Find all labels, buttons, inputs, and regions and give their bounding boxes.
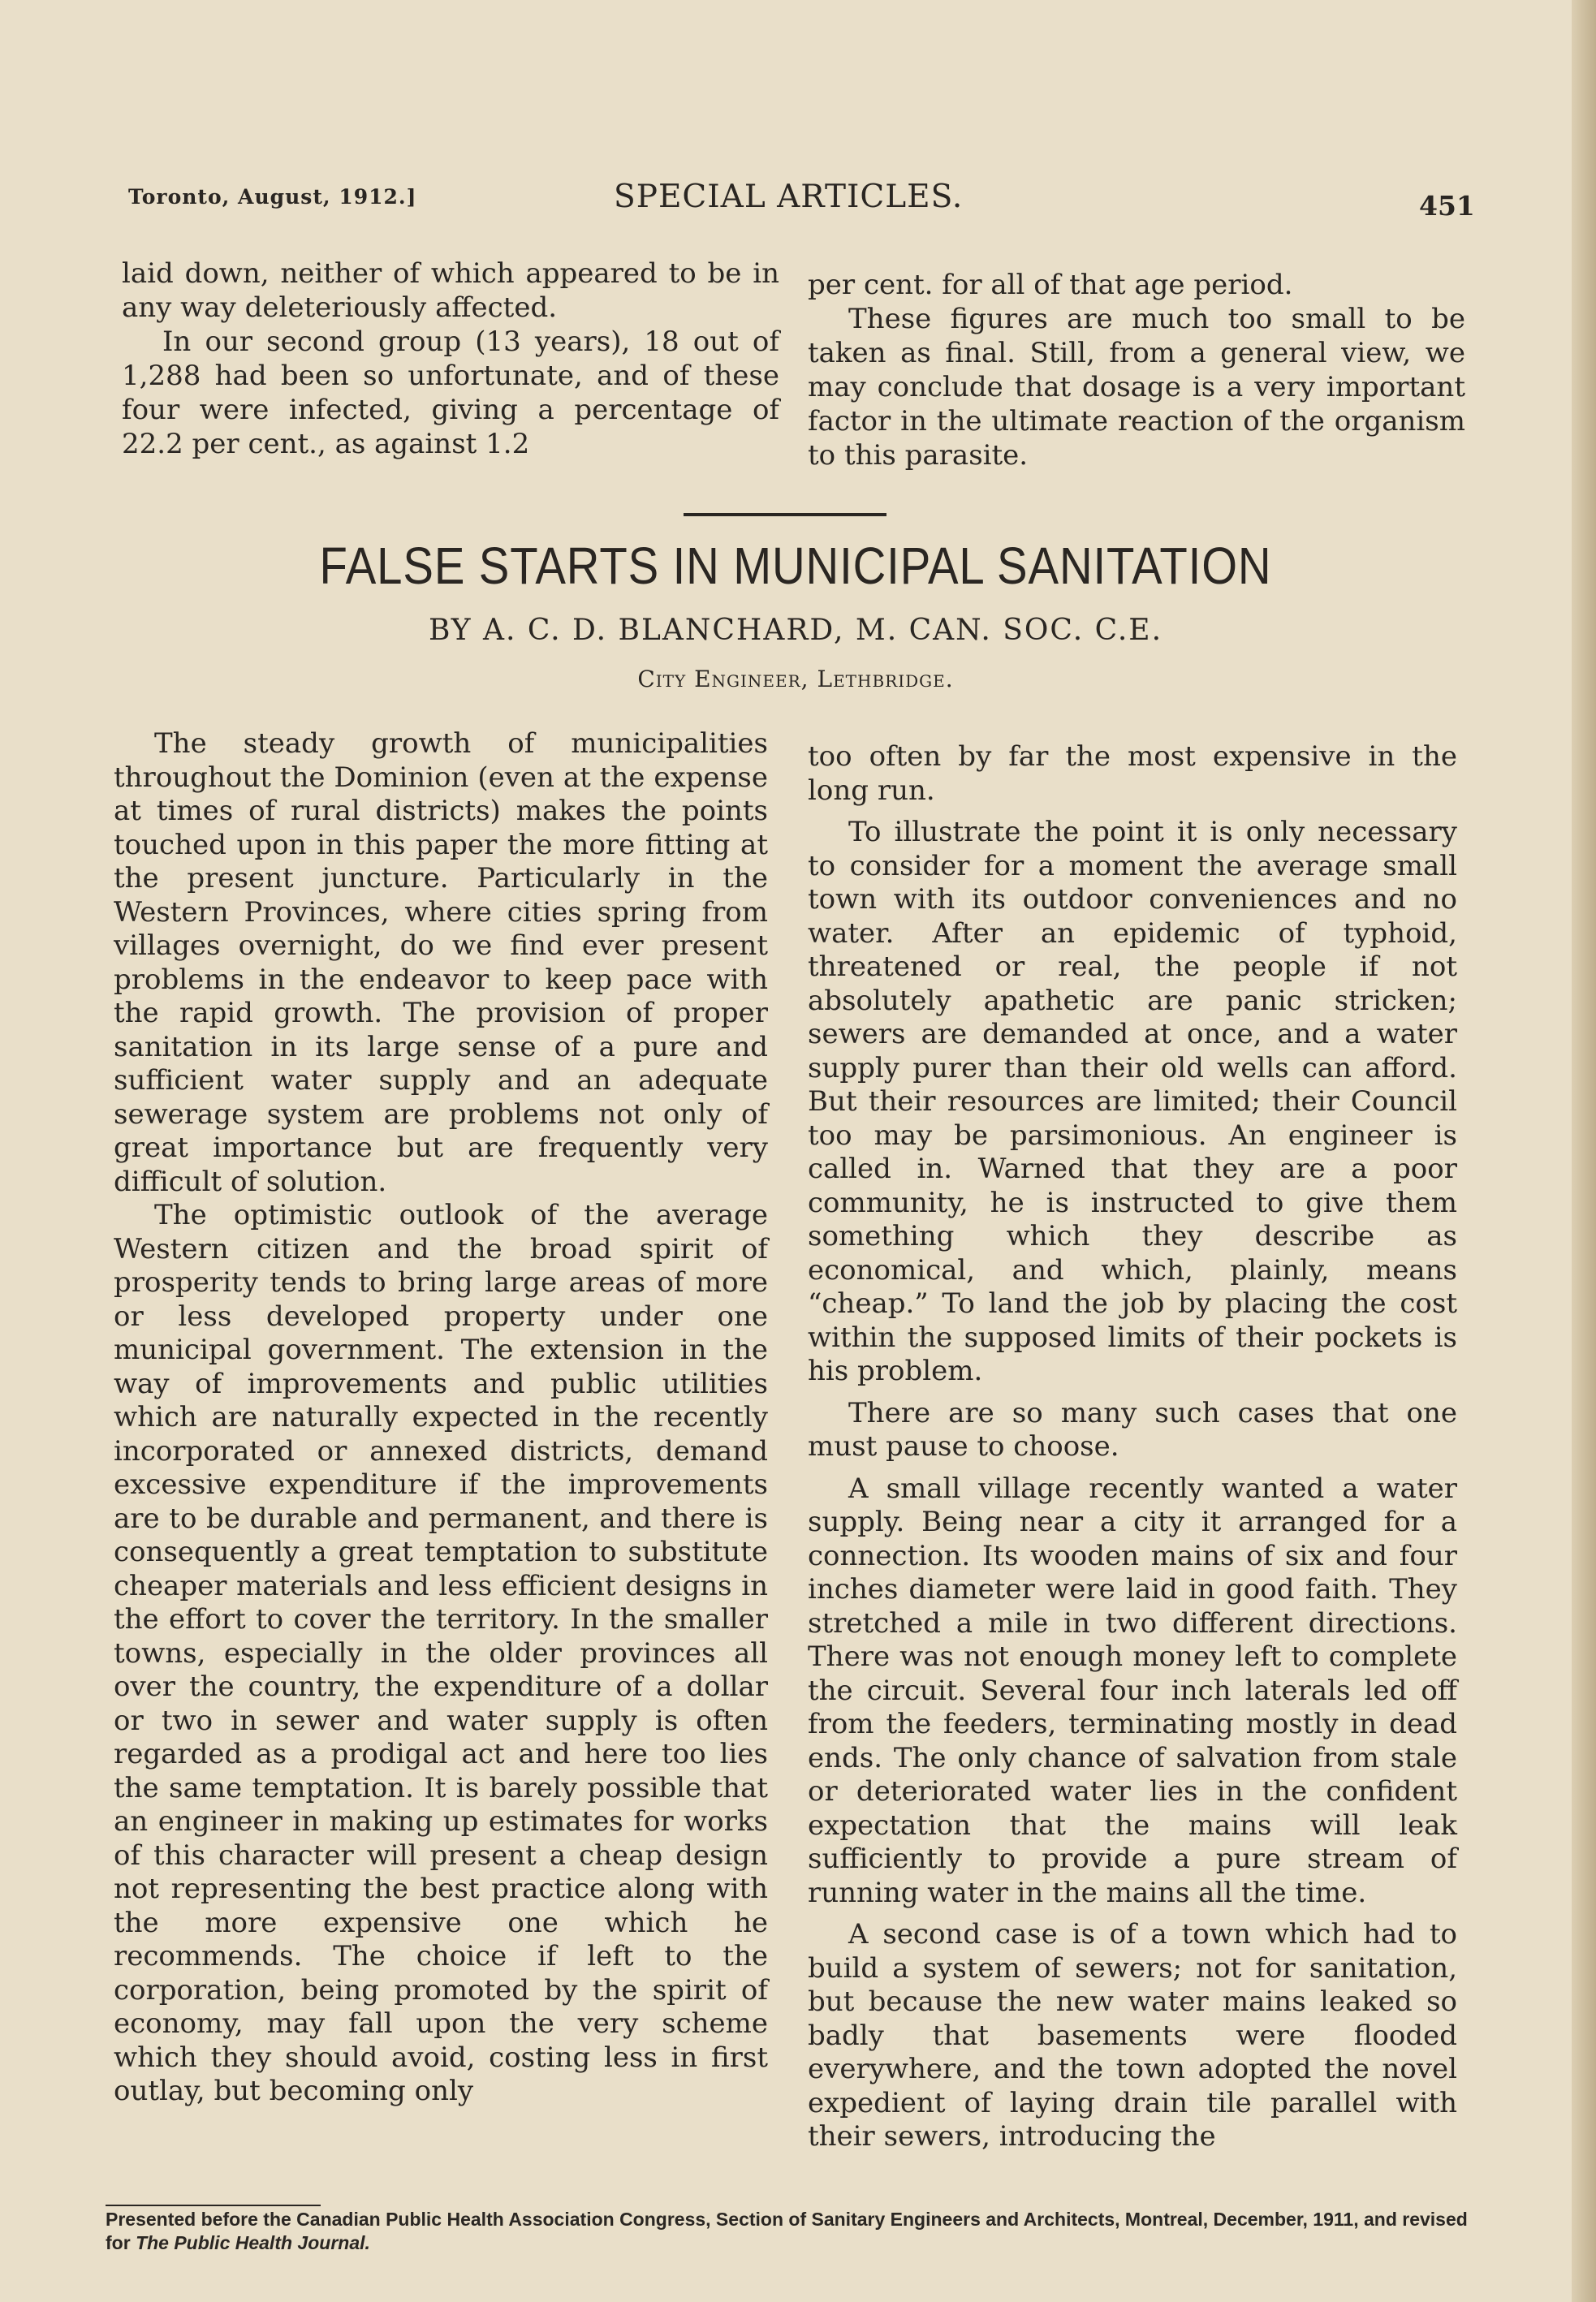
continued-text-right [808, 268, 1465, 472]
author-affiliation: City Engineer, Lethbridge. [637, 666, 954, 692]
article-byline: BY A. C. D. BLANCHARD, M. CAN. SOC. C.E. [428, 614, 1163, 647]
footnote [106, 2208, 1469, 2255]
paragraph: A second case is of a town which had to build a system of sewers; not for sanitation, but because the new water mains leaked so badly that basements were flooded everywhere, and the town adopted the novel expedient of laying drain tile parallel with their sewers, introducing the [808, 1918, 1457, 2153]
header-dateline: Toronto, August, 1912.] [128, 185, 417, 209]
footnote-text: Presented before the Canadian Public Health Association Congress, Section of Sanitary Engineers and Architects, Montreal, December, 1911, and revised for [106, 2209, 1468, 2253]
paragraph: too often by far the most expensive in the long run. [808, 740, 1457, 807]
paragraph: per cent. for all of that age period. [808, 269, 1293, 301]
paragraph: laid down, neither of which appeared to be in any way deleteriously affected. [122, 257, 779, 324]
paragraph: A small village recently wanted a water supply. Being near a city it arranged for a connection. Its wooden mains of six and four inches diameter were laid in good faith. They stretched a mile in two different directions. There was not enough money left to complete the circuit. Several four inch laterals led off from the feeders, terminating mostly in dead ends. The only chance of salvation from stale or deteriorated water lies in the confident expectation that the mains will leak sufficiently to provide a pure stream of running water in the mains all the time. [808, 1472, 1457, 1909]
section-divider [684, 513, 886, 516]
article-column-right [808, 740, 1457, 2162]
footnote-rule [106, 2205, 321, 2206]
paragraph: There are so many such cases that one must pause to choose. [808, 1396, 1457, 1463]
paragraph: In our second group (13 years), 18 out of 1,288 had been so unfortunate, and of these four were infected, giving a percentage of 22.2 per cent., as against 1.2 [122, 325, 779, 460]
article-column-left [114, 727, 768, 2109]
paragraph: To illustrate the point it is only necessary to consider for a moment the average small town with its outdoor conveniences and no water. After an epidemic of typhoid, threatened or real, the people if not absolutely apathetic are panic stricken; sewers are demanded at once, and a water supply purer than their old wells can afford. But their resources are limited; their Council too may be parsimonious. An engineer is called in. Warned that they are a poor community, he is instructed to give them something which they describe as economical, and which, plainly, means “cheap.” To land the job by placing the cost within the supposed limits of their pockets is his problem. [808, 816, 1457, 1387]
header-section-title: SPECIAL ARTICLES. [614, 179, 964, 215]
paragraph: These figures are much too small to be taken as final. Still, from a general view, we may conclude that dosage is a very important factor in the ultimate reaction of the organism to this parasite. [808, 303, 1465, 472]
article-title: FALSE STARTS IN MUNICIPAL SANITATION [319, 537, 1272, 595]
running-header [128, 179, 1475, 227]
continued-text-left [122, 256, 779, 461]
paragraph: The steady growth of municipalities throughout the Dominion (even at the expense at times of rural districts) makes the points touched upon in this paper the more fitting at the present juncture. Particularly in the Western Provinces, where cities spring from villages overnight, do we find ever present problems in the endeavor to keep pace with the rapid growth. The provision of proper sanitation in its large sense of a pure and sufficient water supply and an adequate sewerage system are problems not only of great importance but are frequently very difficult of solution. [114, 727, 768, 1198]
page-number: 451 [1419, 190, 1475, 222]
paragraph: The optimistic outlook of the average Western citizen and the broad spirit of prosperity tends to bring large areas of more or less developed property under one municipal government. The extension in the way of improvements and public utilities which are naturally expected in the recently incorporated or annexed districts, demand excessive expenditure if the improvements are to be durable and permanent, and there is consequently a great temptation to substitute cheaper materials and less efficient designs in the effort to cover the territory. In the smaller towns, especially in the older provinces all over the country, the expenditure of a dollar or two in sewer and water supply is often regarded as a prodigal act and here too lies the same temptation. It is barely possible that an engineer in making up estimates for works of this character will present a cheap design not representing the best practice along with the more expensive one which he recommends. The choice if left to the corporation, being promoted by the spirit of economy, may fall upon the very scheme which they should avoid, costing less in first outlay, but becoming only [114, 1199, 768, 2107]
page-edge [1572, 0, 1596, 2302]
footnote-journal: The Public Health Journal. [136, 2232, 370, 2253]
